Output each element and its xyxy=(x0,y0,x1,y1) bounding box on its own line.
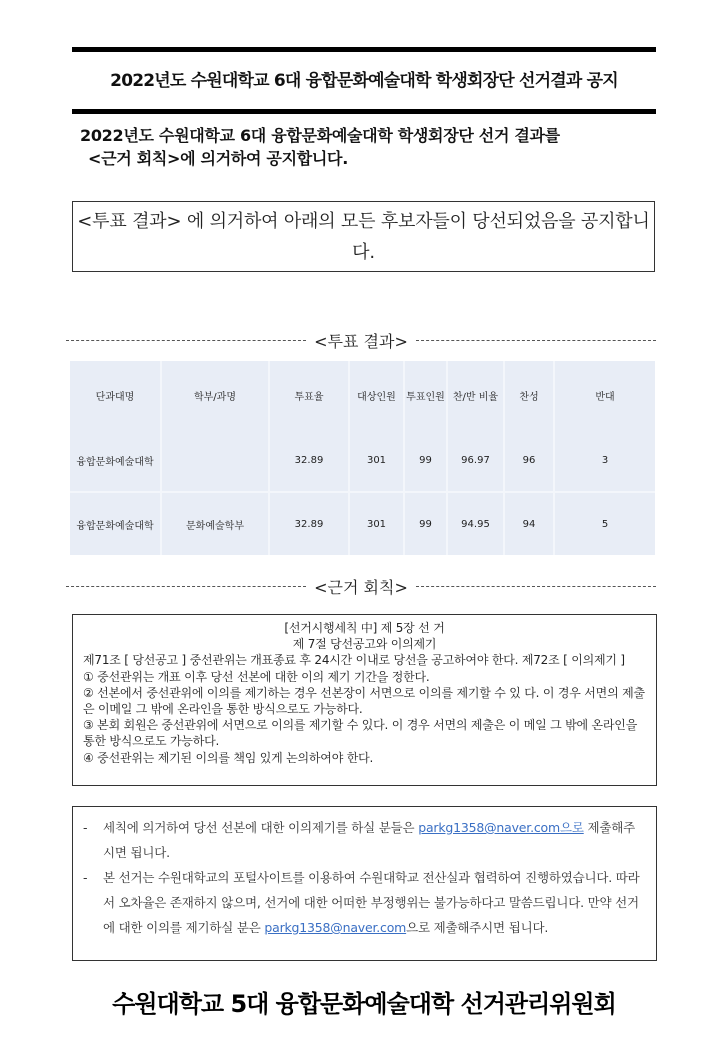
bullet-dash: - xyxy=(83,870,88,885)
clause-2: ② 선본에서 중선관위에 이의를 제기하는 경우 선본장이 서면으로 이의를 제기할 수 있 다. 이 경우 서면의 제출은 이메일 그 밖에 온라인을 통한 방식으로도 가능하다. xyxy=(83,685,645,717)
vote-result-table xyxy=(70,361,655,555)
cell-eligible: 301 xyxy=(350,493,405,555)
vote-result-divider xyxy=(66,330,656,350)
cell-ratio: 94.95 xyxy=(448,493,505,555)
info-text: 으로 제출해주시면 됩니다. xyxy=(406,920,549,935)
cell-yes: 94 xyxy=(505,493,555,555)
rules-heading: <근거 회칙> xyxy=(314,577,408,597)
rules-box xyxy=(72,614,657,786)
header-turnout: 투표율 xyxy=(270,361,350,429)
page-title: 2022년도 수원대학교 6대 융합문화예술대학 학생회장단 선거결과 공지 xyxy=(110,71,618,91)
clause-1: ① 중선관위는 개표 이후 당선 선본에 대한 이의 제기 기간을 정한다. xyxy=(83,669,430,684)
title-bottom-rule xyxy=(72,109,656,114)
top-rule xyxy=(72,47,656,52)
cell-turnout: 32.89 xyxy=(270,493,350,555)
article-71: 제71조 [ 당선공고 ] 중선관위는 개표종료 후 24시간 이내로 당선을 공고하여야 한다. 제72조 [ 이의제기 ] xyxy=(83,653,625,668)
cell-no: 3 xyxy=(555,429,655,493)
rules-chapter-heading: [선거시행세칙 中] 제 5장 선 거 xyxy=(284,621,445,635)
info-item-text xyxy=(103,865,644,940)
vote-result-heading: <투표 결과> xyxy=(314,331,408,351)
intro-line-1: 2022년도 수원대학교 6대 융합문화예술대학 학생회장단 선거 결과를 xyxy=(80,126,560,145)
cell-yes: 96 xyxy=(505,429,555,493)
info-box xyxy=(72,806,657,961)
dashed-line xyxy=(416,340,656,341)
intro-paragraph xyxy=(80,124,660,170)
email-link[interactable]: parkg1358@naver.com으로 xyxy=(418,820,584,835)
bullet-dash: - xyxy=(83,820,88,835)
dashed-line xyxy=(66,340,306,341)
intro-line-2: <근거 회칙>에 의거하여 공지합니다. xyxy=(88,149,348,168)
rules-section-heading: 제 7절 당선공고와 이의제기 xyxy=(292,637,437,652)
info-text: 제출해주시면 됩니다. xyxy=(103,820,635,860)
dashed-line xyxy=(66,586,306,587)
header-eligible: 대상인원 xyxy=(350,361,405,429)
email-link[interactable]: parkg1358@naver.com xyxy=(264,920,407,935)
cell-department: 문화예술학부 xyxy=(162,493,270,555)
committee-signature: 수원대학교 5대 융합문화예술대학 선거관리위원회 xyxy=(112,990,616,1018)
cell-voters: 99 xyxy=(405,429,448,493)
cell-college: 융합문화예술대학 xyxy=(70,493,162,555)
header-voters: 투표인원 xyxy=(405,361,448,429)
info-text: 본 선거는 수원대학교의 포털사이트를 이용하여 수원대학교 전산실과 협력하여 진행하였습니다. 따라서 오차율은 존재하지 않으며, 선거에 대한 어떠한 부정행위는 불가능하다고 말씀드립니다. 만약 선거에 대한 이의를 제기하실 분은 xyxy=(103,870,640,935)
clause-4: ④ 중선관위는 제기된 이의를 책임 있게 논의하여야 한다. xyxy=(83,750,374,765)
header-no: 반대 xyxy=(555,361,655,429)
header-college: 단과대명 xyxy=(70,361,162,429)
cell-turnout: 32.89 xyxy=(270,429,350,493)
info-text: 세칙에 의거하여 당선 선본에 대한 이의제기를 하실 분들은 xyxy=(103,820,419,835)
info-item-objection xyxy=(83,815,644,865)
table-row xyxy=(70,429,655,493)
info-item-election xyxy=(83,865,644,940)
header-yes: 찬성 xyxy=(505,361,555,429)
table-header-row xyxy=(70,361,655,429)
cell-eligible: 301 xyxy=(350,429,405,493)
cell-no: 5 xyxy=(555,493,655,555)
table-row xyxy=(70,493,655,555)
header-department: 학부/과명 xyxy=(162,361,270,429)
rules-divider xyxy=(66,576,656,596)
cell-department xyxy=(162,429,270,493)
cell-ratio: 96.97 xyxy=(448,429,505,493)
cell-voters: 99 xyxy=(405,493,448,555)
clause-3: ③ 본회 회원은 중선관위에 서면으로 이의를 제기할 수 있다. 이 경우 서면의 제출은 이 메일 그 밖에 온라인을 통한 방식으로도 가능하다. xyxy=(83,718,638,749)
notice-box: <투표 결과> 에 의거하여 아래의 모든 후보자들이 당선되었음을 공지합니다. xyxy=(72,201,655,272)
info-item-text xyxy=(103,815,644,865)
header-ratio: 찬/반 비율 xyxy=(448,361,505,429)
cell-college: 융합문화예술대학 xyxy=(70,429,162,493)
dashed-line xyxy=(416,586,656,587)
